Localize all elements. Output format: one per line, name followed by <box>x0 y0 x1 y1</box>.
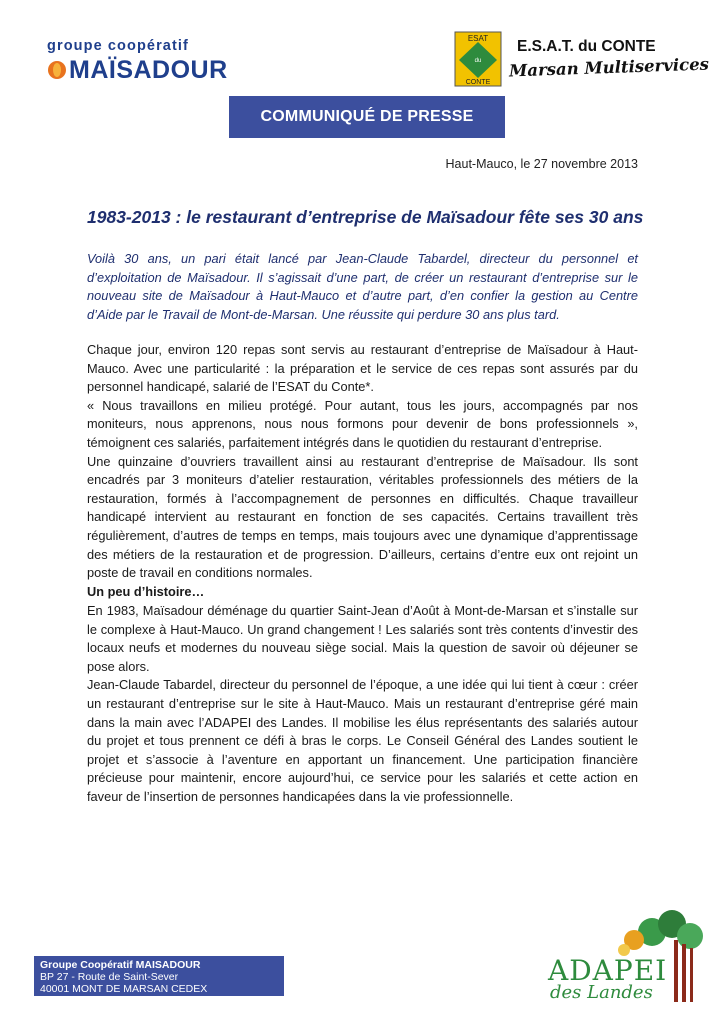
body-section-1 <box>87 341 638 583</box>
press-release-banner: COMMUNIQUÉ DE PRESSE <box>229 96 505 138</box>
esat-name: E.S.A.T. du CONTE <box>517 38 656 55</box>
corn-icon <box>47 58 67 80</box>
esat-subtitle: Marsan Multiservices <box>508 54 710 81</box>
esat-badge-top: ESAT <box>467 34 489 43</box>
esat-badge-bottom: CONTE <box>465 79 491 86</box>
maisadour-logo <box>47 38 242 88</box>
esat-badge-mid: du <box>474 58 482 64</box>
esat-logo <box>453 30 710 92</box>
page-title: 1983-2013 : le restaurant d’entreprise de Maïsadour fête ses 30 ans <box>87 207 644 227</box>
esat-badge-icon <box>453 30 503 88</box>
body-paragraph: Jean-Claude Tabardel, directeur du personnel de l’époque, a une idée qui lui tient à cœur : créer un restaurant d’entreprise sur le site à Haut-Mauco. Mais un restaurant d’entreprise géré main dans la main avec l’ADAPEI des Landes. Il mobilise les élus représentants des salariés autour du projet et tous prennent ce défi à bras le corps. Le Conseil Général des Landes soutient le projet et s’associe à l’aventure en apportant un financement. Une participation financière précieuse pour maintenir, encore aujourd’hui, ce service pour les salariés et cette action en faveur de l’insertion de personnes handicapées dans la vie professionnelle. <box>87 677 638 804</box>
adapei-logo <box>542 910 712 1010</box>
body-section-2 <box>87 602 638 807</box>
dateline: Haut-Mauco, le 27 novembre 2013 <box>445 157 638 171</box>
footer-street: BP 27 - Route de Saint-Sever <box>40 971 179 983</box>
maisadour-tagline: groupe coopératif <box>47 38 189 54</box>
body-paragraph: En 1983, Maïsadour déménage du quartier Saint-Jean d’Août à Mont-de-Marsan et s’installe sur le complexe à Haut-Mauco. Un grand changement ! Les salariés sont très contents d’investir des locaux neufs et modernes du nouveau siège social. Mais la question de savoir où déjeuner se pose alors. <box>87 603 638 674</box>
intro-paragraph: Voilà 30 ans, un pari était lancé par Jean-Claude Tabardel, directeur du personnel et d’exploitation de Maïsadour. Il s’agissait d’une part, de créer un restaurant d’entreprise sur le nouveau site de Maïsadour à Haut-Mauco et d’autre part, d’en confier la gestion au Centre d’Aide par le Travail de Mont-de-Marsan. Une réussite qui perdure 30 ans plus tard. <box>87 251 638 322</box>
history-heading: Un peu d’histoire… <box>87 584 205 599</box>
body-paragraph: Une quinzaine d’ouvriers travaillent ainsi au restaurant d’entreprise de Maïsadour. Ils sont encadrés par 3 moniteurs d’atelier restauration, véritables professionnels des métiers de la restauration, formés à l’accompagnement de personnes en difficultés. Chaque travailleur handicapé intervient au restaurant en fonction de ses capacités. Certains travaillent très régulièrement, d’autres de temps en temps, mais toujours avec une dynamique d’apprentissage des métiers de la restauration et de progression. D’ailleurs, certains d’entre eux ont rejoint un poste de travail en conditions normales. <box>87 453 638 581</box>
footer-company: Groupe Coopératif MAISADOUR <box>40 959 201 971</box>
adapei-subtitle: des Landes <box>550 982 653 1003</box>
body-paragraph: Chaque jour, environ 120 repas sont servis au restaurant d’entreprise de Maïsadour à Haut-Mauco. Avec une particularité : la préparation et le service de ces repas sont assurés par du personnel handicapé, salarié de l’ESAT du Conte*. <box>87 342 638 395</box>
footer-address <box>34 956 284 996</box>
adapei-name: ADAPEI <box>548 954 668 987</box>
footer-city: 40001 MONT DE MARSAN CEDEX <box>40 983 208 995</box>
body-paragraph: « Nous travaillons en milieu protégé. Pour autant, tous les jours, accompagnés par nos moniteurs, nous apprenons, nous nous formons pour devenir de bons professionnels », témoignent ces salariés, parfaitement intégrés dans le quotidien du restaurant d’entreprise. <box>87 397 638 450</box>
maisadour-brand: MAÏSADOUR <box>69 56 228 84</box>
